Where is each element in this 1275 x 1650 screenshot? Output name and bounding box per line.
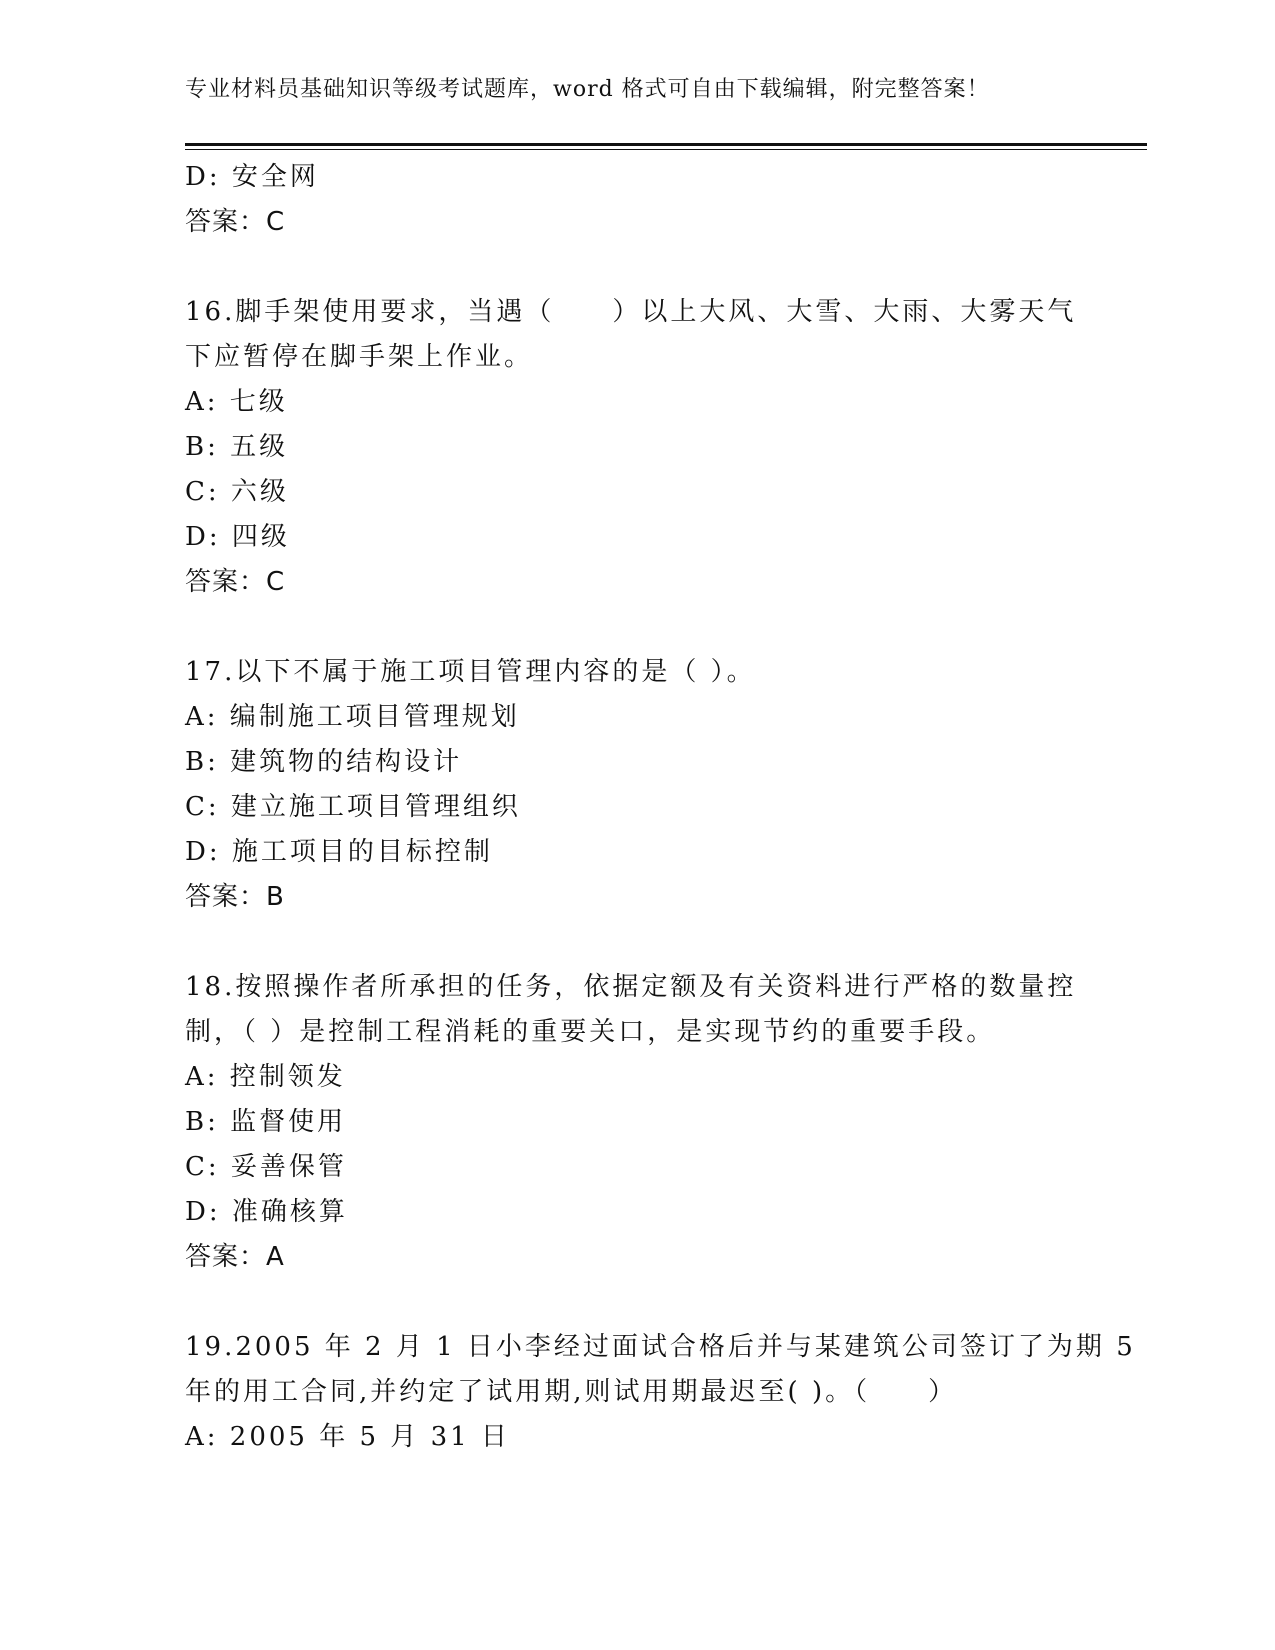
q17-option-b: B: 建筑物的结构设计 bbox=[185, 747, 463, 777]
page-header: 专业材料员基础知识等级考试题库，word 格式可自由下载编辑，附完整答案！ bbox=[185, 77, 990, 102]
q17-answer: 答案：B bbox=[185, 882, 285, 912]
q16-stem-line2: 下应暂停在脚手架上作业。 bbox=[185, 342, 534, 372]
q18-answer: 答案：A bbox=[185, 1242, 285, 1272]
prev-answer: 答案：C bbox=[185, 207, 286, 237]
q17-option-d: D: 施工项目的目标控制 bbox=[185, 837, 493, 867]
q16-stem-line1: 16.脚手架使用要求，当遇（ ）以上大风、大雪、大雨、大雾天气 bbox=[185, 297, 1077, 327]
q17-option-a: A: 编制施工项目管理规划 bbox=[185, 702, 520, 732]
q18-stem-line2: 制，（ ）是控制工程消耗的重要关口，是实现节约的重要手段。 bbox=[185, 1017, 996, 1047]
q17-option-c: C: 建立施工项目管理组织 bbox=[185, 792, 521, 822]
q16-option-a: A: 七级 bbox=[185, 387, 288, 417]
spacer bbox=[185, 245, 1085, 290]
q16-option-d: D: 四级 bbox=[185, 522, 290, 552]
header-rule-thin bbox=[185, 149, 1147, 150]
q19-stem-line2: 年的用工合同,并约定了试用期,则试用期最迟至( )。（ ） bbox=[185, 1377, 958, 1407]
q18-option-c: C: 妥善保管 bbox=[185, 1152, 347, 1182]
q18-option-d: D: 准确核算 bbox=[185, 1197, 348, 1227]
q16-option-c: C: 六级 bbox=[185, 477, 289, 507]
prev-option-d: D: 安全网 bbox=[185, 162, 319, 192]
q16-answer: 答案：C bbox=[185, 567, 286, 597]
q16-option-b: B: 五级 bbox=[185, 432, 289, 462]
q19-option-a: A: 2005 年 5 月 31 日 bbox=[185, 1422, 510, 1452]
q18-option-b: B: 监督使用 bbox=[185, 1107, 347, 1137]
spacer bbox=[185, 1280, 1085, 1325]
spacer bbox=[185, 920, 1085, 965]
q17-stem-line1: 17.以下不属于施工项目管理内容的是（ ）。 bbox=[185, 657, 756, 687]
question-content bbox=[185, 155, 1136, 1460]
header-rule-thick bbox=[185, 143, 1147, 146]
spacer bbox=[185, 605, 1085, 650]
q19-stem-line1: 19.2005 年 2 月 1 日小李经过面试合格后并与某建筑公司签订了为期 5 bbox=[185, 1332, 1136, 1362]
q18-stem-line1: 18.按照操作者所承担的任务，依据定额及有关资料进行严格的数量控 bbox=[185, 972, 1077, 1002]
q18-option-a: A: 控制领发 bbox=[185, 1062, 346, 1092]
